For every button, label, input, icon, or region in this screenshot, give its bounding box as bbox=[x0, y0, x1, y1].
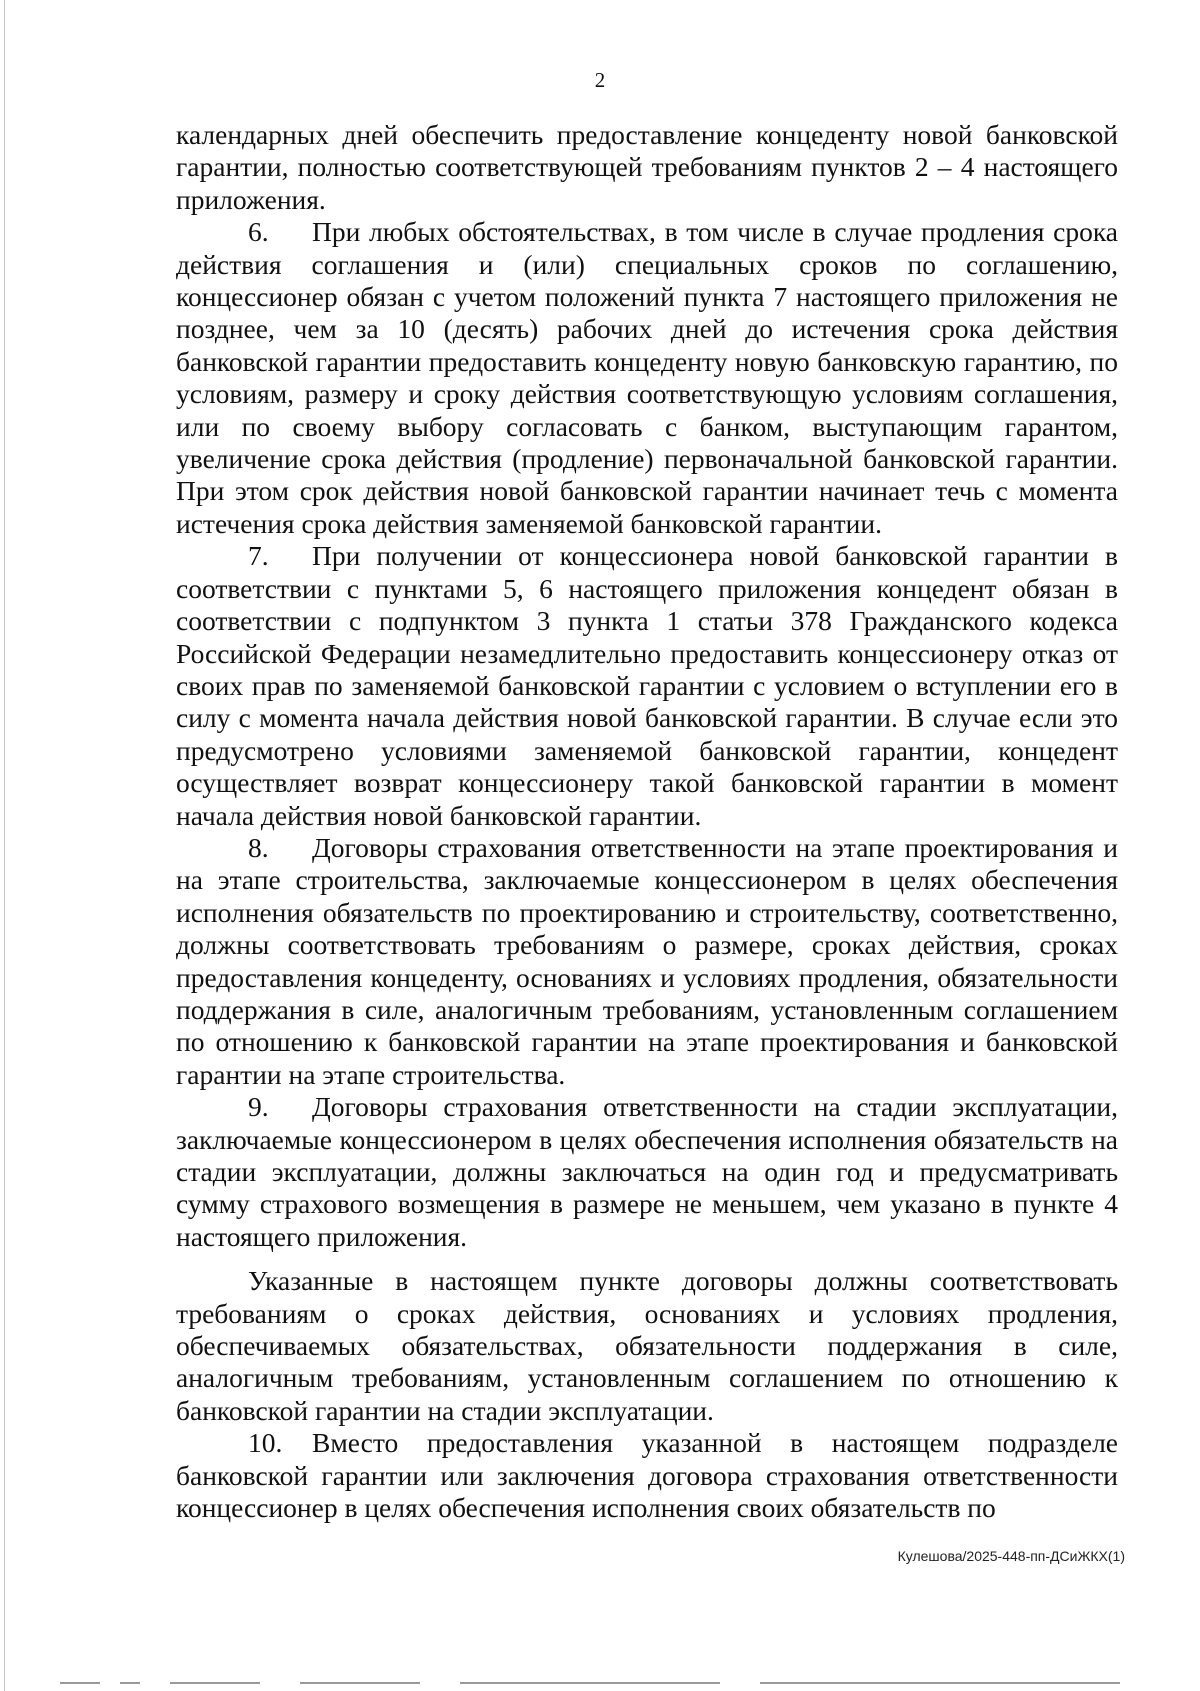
paragraph-item-10 bbox=[176, 1427, 1118, 1524]
scan-left-edge bbox=[4, 0, 5, 1691]
paragraph-text: Вместо предоставления указанной в настоящем подразделе банковской гарантии или заключения договора страхования ответственности концессионер в целях обеспечения исполнения своих обязательств по bbox=[176, 1427, 1118, 1524]
item-number: 7. bbox=[248, 540, 269, 572]
paragraph-item-9 bbox=[176, 1091, 1118, 1253]
paragraph-text: Договоры страхования ответственности на стадии эксплуатации, заключаемые концессионером в целях обеспечения исполнения обязательств на стадии эксплуатации, должны заключаться на один год и предусматривать сумму страхового возмещения в размере не меньшем, чем указано в пункте 4 настоящего приложения. bbox=[176, 1091, 1118, 1252]
paragraph-item-8 bbox=[176, 832, 1118, 1091]
document-body bbox=[176, 119, 1118, 1524]
page-number: 2 bbox=[594, 68, 606, 92]
paragraph-item-7 bbox=[176, 540, 1118, 832]
document-footer-id: Кулешова/2025-448-пп-ДСиЖКХ(1) bbox=[897, 1548, 1125, 1564]
scan-bottom-artifact bbox=[60, 1682, 1120, 1684]
paragraph-text: календарных дней обеспечить предоставление концеденту новой банковской гарантии, полностью соответствующей требованиям пунктов 2 – 4 настоящего приложения. bbox=[176, 119, 1118, 215]
paragraph-item-9-continued bbox=[176, 1265, 1118, 1427]
paragraph-text: Указанные в настоящем пункте договоры должны соответствовать требованиям о сроках действия, основаниях и условиях продления, обеспечиваемых обязательствах, обязательности поддержания в силе, аналогичным требованиям, установленным соглашением по отношению к банковской гарантии на стадии эксплуатации. bbox=[176, 1265, 1118, 1426]
item-number: 8. bbox=[248, 831, 269, 863]
paragraph-text: Договоры страхования ответственности на этапе проектирования и на этапе строительства, заключаемые концессионером в целях обеспечения исполнения обязательств по проектированию и строительству, соответственно, должны соответствовать требованиям о размере, сроках действия, сроках предоставления концеденту, основаниях и условиях продления, обязательности поддержания в силе, аналогичным требованиям, установленным соглашением по отношению к банковской гарантии на этапе проектирования и банковской гарантии на этапе строительства. bbox=[176, 831, 1118, 1090]
item-number: 9. bbox=[248, 1091, 269, 1123]
item-number: 10. bbox=[248, 1427, 283, 1459]
item-number: 6. bbox=[248, 216, 269, 248]
paragraph-text: При получении от концессионера новой банковской гарантии в соответствии с пунктами 5, 6 настоящего приложения концедент обязан в соответствии с подпунктом 3 пункта 1 статьи 378 Гражданского кодекса Российской Федерации незамедлительно предоставить концессионеру отказ от своих прав по заменяемой банковской гарантии с условием о вступлении его в силу с момента начала действия новой банковской гарантии. В случае если это предусмотрено условиями заменяемой банковской гарантии, концедент осуществляет возврат концессионеру такой банковской гарантии в момент начала действия новой банковской гарантии. bbox=[176, 540, 1118, 831]
paragraph-continuation bbox=[176, 119, 1118, 216]
paragraph-item-6 bbox=[176, 216, 1118, 540]
paragraph-text: При любых обстоятельствах, в том числе в случае продления срока действия соглашения и (или) специальных сроков по соглашению, концессионер обязан с учетом положений пункта 7 настоящего приложения не позднее, чем за 10 (десять) рабочих дней до истечения срока действия банковской гарантии предоставить концеденту новую банковскую гарантию, по условиям, размеру и сроку действия соответствующую условиям соглашения, или по своему выбору согласовать с банком, выступающим гарантом, увеличение срока действия (продление) первоначальной банковской гарантии. При этом срок действия новой банковской гарантии начинает течь с момента истечения срока действия заменяемой банковской гарантии. bbox=[176, 216, 1118, 539]
